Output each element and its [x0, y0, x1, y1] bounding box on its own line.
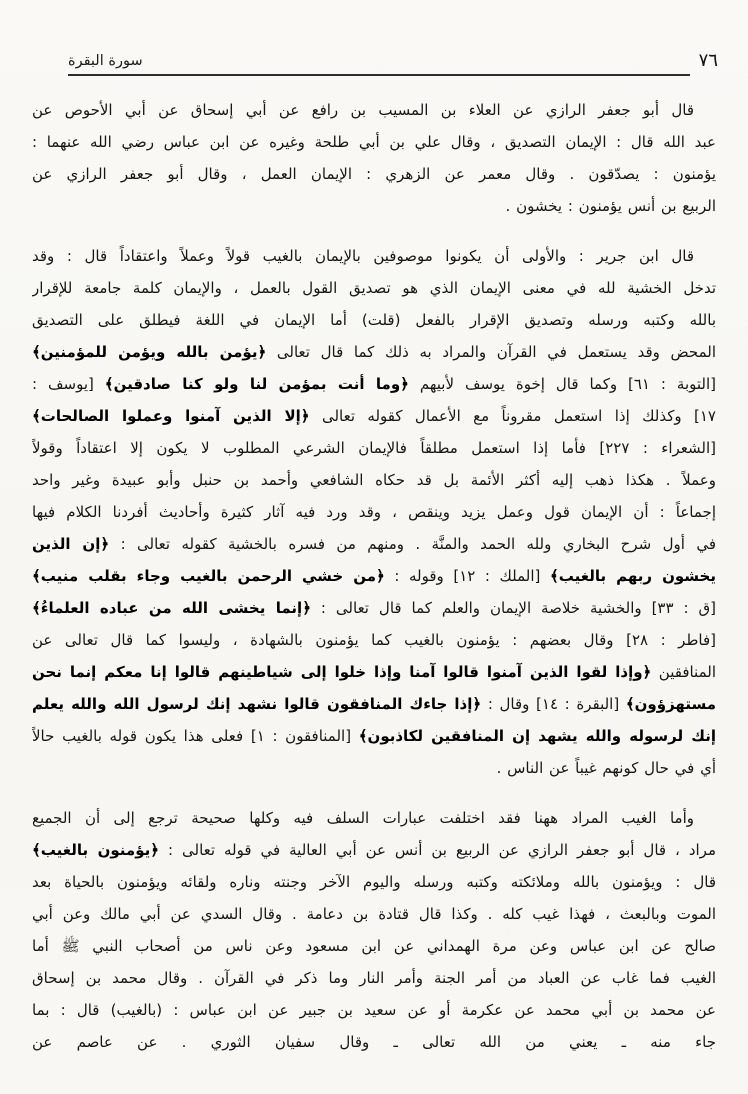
text-segment: مراد ، قال أبو جعفر الرازي عن الربيع بن أنس عن أبي العالية في قوله تعالى :: [159, 841, 716, 859]
text-line: [32, 464, 716, 496]
text-line: [32, 688, 716, 720]
text-segment: ١٧] وكذلك إذا استعمل مقروناً مع الأعمال كقوله تعالى: [309, 407, 716, 425]
text-line: [32, 240, 716, 272]
text-segment: بالله وكتبه ورسله وتصديق الإقرار بالفعل (قلت) أما الإيمان في اللغة فيطلق على التصديق: [32, 311, 716, 329]
quran-quote-segment: ﴿يؤمنون بالغيب﴾: [32, 841, 160, 859]
text-line: [32, 496, 716, 528]
text-segment: قال : ويؤمنون بالله وملائكته وكتبه ورسله واليوم الآخر وجنته وناره ولقائه ويؤمنون بالحياة بعد: [32, 873, 716, 891]
text-line: [32, 802, 716, 834]
text-segment: عن محمد بن أبي محمد عن عكرمة أو عن سعيد بن جبير عن ابن عباس : (بالغيب) قال : بما: [32, 1001, 716, 1019]
quran-quote-segment: ﴿من خشي الرحمن بالغيب وجاء بقلب منيب﴾: [32, 567, 385, 585]
text-line: [32, 994, 716, 1026]
text-body: [32, 94, 716, 1076]
text-segment: المنافقين: [651, 663, 716, 681]
paragraph: [32, 94, 716, 222]
text-segment: قال ابن جرير : والأولى أن يكونوا موصوفين بالإيمان بالغيب قولاً وعملاً واعتقاداً قال : وقد: [32, 247, 694, 265]
text-line: [32, 368, 716, 400]
text-line: [32, 592, 716, 624]
text-segment: [يوسف :: [32, 375, 105, 393]
text-segment: [البقرة : ١٤] وقال :: [481, 695, 626, 713]
quran-quote-segment: مستهزؤون﴾: [625, 695, 716, 713]
text-line: [32, 272, 716, 304]
quran-quote-segment: ﴿إن الذين: [32, 535, 110, 553]
text-segment: [الملك : ١٢] وقوله :: [384, 567, 550, 585]
surah-title: سورة البقرة: [68, 53, 143, 69]
text-line: [32, 1026, 716, 1058]
text-segment: إجماعاً : أن الإيمان قول وعمل يزيد وينقص ، وقد ورد فيه آثار كثيرة وأحاديث أفردنا الكلام فيها: [32, 503, 716, 521]
text-line: [32, 624, 716, 656]
quran-quote-segment: ﴿إنما يخشى الله من عباده العلماءُ﴾: [32, 599, 311, 617]
text-segment: صالح عن ابن عباس وعن مرة الهمداني عن ابن مسعود وعن ناس من أصحاب النبي ﷺ أما: [32, 937, 716, 955]
text-segment: وأما الغيب المراد ههنا فقد اختلفت عبارات السلف فيه وكلها صحيحة ترجع إلى أن الجميع: [32, 809, 694, 827]
text-segment: وعملاً . هكذا ذهب إليه أكثر الأئمة بل قد حكاه الشافعي وأحمد بن حنبل وأبو عبيدة وغير واحد: [32, 471, 716, 489]
text-segment: أي في حال كونهم غيباً عن الناس .: [496, 759, 716, 777]
text-line: [32, 304, 716, 336]
paragraph: [32, 802, 716, 1058]
text-segment: المحض وقد يستعمل في القرآن والمراد به ذلك كما قال تعالى: [266, 343, 716, 361]
text-segment: عبد الله قال : الإيمان التصديق ، وقال علي بن أبي طلحة وغيره عن ابن عباس رضي الله عنهما :: [32, 133, 716, 151]
quran-quote-segment: ﴿يؤمن بالله ويؤمن للمؤمنين﴾: [32, 343, 267, 361]
text-segment: جاء منه ـ يعني من الله تعالى ـ وقال سفيان الثوري . عن عاصم عن: [32, 1033, 716, 1051]
text-segment: [التوبة : ٦١] وكما قال إخوة يوسف لأبيهم: [408, 375, 716, 393]
header-rule: [68, 74, 690, 76]
paragraph: [32, 240, 716, 784]
text-line: [32, 720, 716, 752]
text-line: [32, 834, 716, 866]
text-line: [32, 336, 716, 368]
quran-quote-segment: ﴿وما أنت بمؤمن لنا ولو كنا صادقين﴾: [104, 375, 409, 393]
text-line: [32, 866, 716, 898]
text-line: [32, 752, 716, 784]
text-segment: تدخل الخشية لله في معنى الإيمان الذي هو تصديق القول بالعمل ، والإيمان كلمة جامعة للإقرار: [32, 279, 716, 297]
text-segment: [المنافقون : ١] فعلى هذا يكون قوله بالغيب حالاً: [32, 727, 359, 745]
quran-quote-segment: ﴿إذا جاءك المنافقون قالوا نشهد إنك لرسول الله والله يعلم: [32, 695, 482, 713]
text-line: [32, 930, 716, 962]
text-segment: قال أبو جعفر الرازي عن العلاء بن المسيب بن رافع عن أبي إسحاق عن أبي الأحوص عن: [32, 101, 694, 119]
text-line: [32, 528, 716, 560]
text-segment: [الشعراء : ٢٢٧] فأما إذا استعمل مطلقاً فالإيمان الشرعي المطلوب لا يكون إلا اعتقاداً وقولاً: [32, 439, 716, 457]
text-line: [32, 656, 716, 688]
text-line: [32, 190, 716, 222]
text-line: [32, 898, 716, 930]
text-line: [32, 432, 716, 464]
text-segment: الغيب فما غاب عن العباد من أمر الجنة وأمر النار وما ذكر في القرآن . وقال محمد بن إسحاق: [32, 969, 716, 987]
text-line: [32, 158, 716, 190]
text-line: [32, 400, 716, 432]
text-segment: الربيع بن أنس يؤمنون : يخشون .: [505, 197, 716, 215]
quran-quote-segment: إنك لرسوله والله يشهد إن المنافقين لكاذبون﴾: [358, 727, 716, 745]
text-line: [32, 94, 716, 126]
quran-quote-segment: ﴿وإذا لقوا الذين آمنوا قالوا آمنا وإذا خلوا إلى شياطينهم قالوا إنا معكم إنما نحن: [32, 663, 652, 681]
text-line: [32, 126, 716, 158]
text-segment: [ق : ٣٣] والخشية خلاصة الإيمان والعلم كما قال تعالى :: [310, 599, 716, 617]
text-segment: [فاطر : ٢٨] وقال بعضهم : يؤمنون بالغيب كما يؤمنون بالشهادة ، وليسوا كما قال تعالى عن: [32, 631, 716, 649]
page-header: [30, 38, 718, 76]
text-line: [32, 962, 716, 994]
quran-quote-segment: ﴿إلا الذين آمنوا وعملوا الصالحات﴾: [32, 407, 310, 425]
text-line: [32, 560, 716, 592]
text-segment: يؤمنون : يصدّقون . وقال معمر عن الزهري : الإيمان العمل ، وقال أبو جعفر الرازي عن: [32, 165, 716, 183]
text-segment: الموت وبالبعث ، فهذا غيب كله . وكذا قال قتادة بن دعامة . وقال السدي عن أبي مالك وعن أبي: [32, 905, 716, 923]
page-number: ٧٦: [698, 50, 718, 71]
quran-quote-segment: يخشون ربهم بالغيب﴾: [549, 567, 716, 585]
text-segment: في أول شرح البخاري ولله الحمد والمنَّة . ومنهم من فسره بالخشية كقوله تعالى :: [109, 535, 716, 553]
